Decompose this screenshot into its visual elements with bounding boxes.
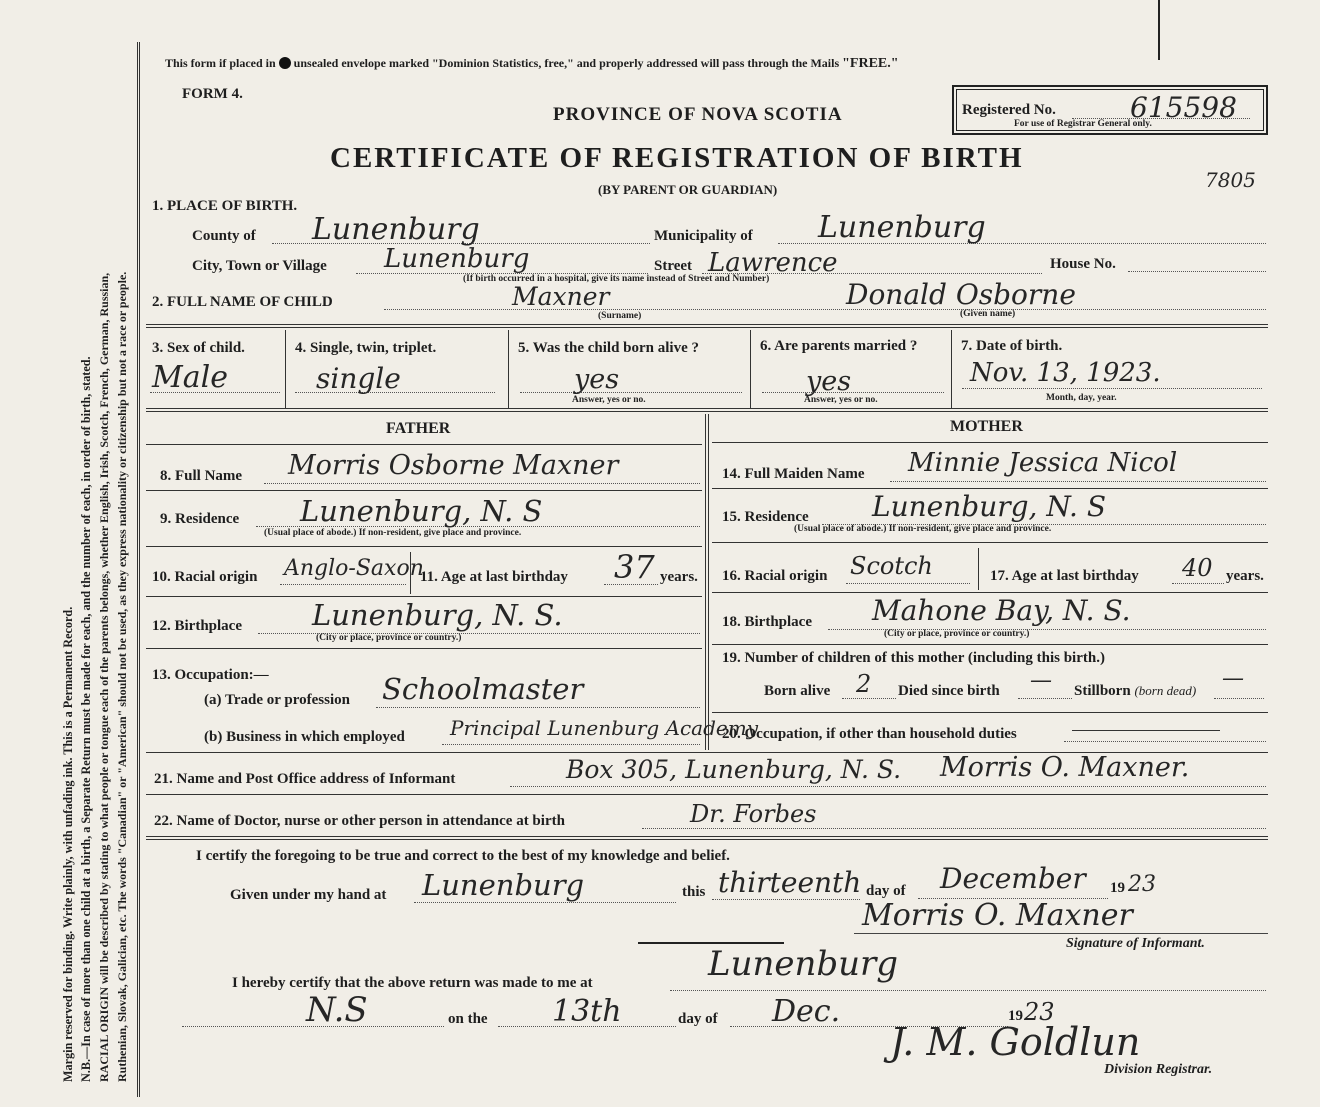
mother-name-line [890, 481, 1266, 482]
mother-age-unit: years. [1226, 568, 1264, 584]
side-number: 7805 [1205, 168, 1256, 192]
father-rule-3 [146, 596, 702, 597]
mother-occupation-dash [1072, 730, 1220, 731]
mother-racial-label: 16. Racial origin [722, 568, 828, 584]
father-business-label: (b) Business in which employed [204, 729, 405, 745]
certification-year-prefix: 19 [1110, 880, 1125, 896]
father-birthplace-value: Lunenburg, N. S. [312, 598, 563, 632]
dob-line [962, 388, 1262, 389]
registrar-province: N.S [306, 990, 368, 1030]
informant-name: Morris O. Maxner. [940, 752, 1190, 783]
mother-rule-4 [712, 644, 1268, 645]
rule-attendant-top [146, 794, 1268, 795]
municipality-value: Lunenburg [818, 210, 986, 245]
father-trade-label: (a) Trade or profession [204, 692, 350, 708]
this-label: this [682, 884, 706, 900]
mother-name-value: Minnie Jessica Nicol [908, 448, 1178, 478]
father-rule-2 [146, 546, 702, 547]
registrar-day-of-label: day of [678, 1011, 718, 1027]
mother-occupation-line [1064, 741, 1266, 742]
father-name-line [264, 483, 700, 484]
sex-label: 3. Sex of child. [152, 340, 245, 356]
informant-address: Box 305, Lunenburg, N. S. [566, 755, 902, 784]
left-border [137, 42, 140, 1097]
day-of-label: day of [866, 883, 906, 899]
province-heading: PROVINCE OF NOVA SCOTIA [553, 104, 843, 125]
mother-name-label: 14. Full Maiden Name [722, 466, 865, 482]
registrar-place-line [670, 990, 1266, 991]
county-label: County of [192, 228, 256, 244]
mother-born-alive-value: 2 [856, 670, 872, 698]
col-divider-3 [750, 330, 751, 408]
father-rule-1 [146, 490, 702, 491]
multiplicity-value: single [316, 362, 401, 395]
margin-note-racial-origin-cont: Ruthenian, Slovak, Galician, etc. The words "Canadian" or "American" should not be used, as they express nationality or citizenship but not a race or people. [115, 271, 129, 1082]
divider-certification [146, 836, 1268, 840]
mother-occupation-label: 20. Occupation, if other than household duties [722, 726, 1017, 742]
married-note: Answer, yes or no. [804, 395, 878, 405]
mother-rule-3 [712, 592, 1268, 593]
father-racial-line [280, 584, 406, 585]
father-trade-value: Schoolmaster [382, 672, 584, 706]
mother-age-label: 17. Age at last birthday [990, 568, 1139, 584]
father-occupation-label: 13. Occupation:— [152, 667, 269, 683]
father-racial-value: Anglo-Saxon [284, 556, 424, 581]
mother-rule-1 [712, 488, 1268, 489]
street-value: Lawrence [708, 248, 838, 278]
house-line [1128, 271, 1266, 272]
mother-rule-5 [712, 712, 1268, 713]
registrar-year-prefix: 19 [1008, 1008, 1023, 1024]
form-number: FORM 4. [182, 86, 243, 102]
mother-died-line [1018, 698, 1072, 699]
registrar-statement: I hereby certify that the above return was made to me at [232, 975, 593, 991]
registrar-day: 13th [552, 994, 622, 1029]
mother-stillborn-line [1214, 698, 1264, 699]
divider-parents [146, 408, 1268, 412]
child-given-name: Donald Osborne [846, 278, 1076, 311]
mother-stillborn-value: — [1222, 666, 1244, 691]
attendant-line [642, 828, 1266, 829]
attendant-value: Dr. Forbes [690, 800, 817, 828]
father-business-value: Principal Lunenburg Academy [450, 716, 759, 740]
mother-children-label: 19. Number of children of this mother (including this birth.) [722, 650, 1105, 666]
mother-heading-rule [712, 442, 1268, 443]
informant-label: 21. Name and Post Office address of Informant [154, 771, 456, 787]
mother-stillborn-field: Stillborn (born dead) [1074, 683, 1197, 699]
margin-note-multiple-births: N.B.—In case of more than one child at a birth, a Separate Return must be made for each, and the number of each, in order of birth, stated. [79, 356, 93, 1082]
father-birthplace-label: 12. Birthplace [152, 618, 242, 634]
father-heading: FATHER [386, 420, 451, 437]
mother-age-line [1172, 583, 1224, 584]
margin-note-racial-origin: RACIAL ORIGIN will be described by stating to what people or tongue each of the parents belongs, whether English, Irish, Scotch, French, German, Russian, [97, 272, 111, 1082]
father-business-line [442, 744, 700, 745]
mother-born-alive-label: Born alive [764, 683, 831, 699]
father-residence-value: Lunenburg, N. S [300, 494, 543, 528]
mother-age-value: 40 [1182, 554, 1213, 582]
mother-heading: MOTHER [950, 418, 1023, 435]
page-subtitle: (BY PARENT OR GUARDIAN) [598, 182, 778, 197]
father-rule-4 [146, 648, 702, 649]
registered-number: 615598 [1130, 91, 1237, 124]
father-name-value: Morris Osborne Maxner [288, 450, 619, 481]
mother-rule-2 [712, 542, 1268, 543]
certification-day: thirteenth [718, 866, 862, 899]
col-divider-2 [508, 330, 509, 408]
father-age-label: 11. Age at last birthday [420, 569, 568, 585]
street-label: Street [654, 258, 693, 274]
mother-racial-line [846, 583, 970, 584]
page-title: CERTIFICATE OF REGISTRATION OF BIRTH [330, 142, 1024, 174]
given-label: Given under my hand at [230, 887, 387, 903]
registrar-year-suffix: 23 [1024, 998, 1055, 1026]
municipality-label: Municipality of [654, 228, 753, 244]
father-residence-label: 9. Residence [160, 511, 240, 527]
father-birthplace-note: (City or place, province or country.) [316, 633, 462, 643]
father-age-unit: years. [660, 569, 698, 585]
fold-mark [1158, 0, 1160, 60]
certification-year-suffix: 23 [1128, 872, 1156, 897]
hospital-note: (If birth occurred in a hospital, give its name instead of Street and Number) [463, 274, 770, 284]
born-alive-label: 5. Was the child born alive ? [518, 340, 699, 356]
margin-note-binding: Margin reserved for binding. Write plainly, with unfading ink. This is a Permanent Record. [61, 606, 75, 1082]
given-place-line [414, 902, 676, 903]
registrar-signature: J. M. Goldlun [890, 1020, 1141, 1064]
father-residence-note: (Usual place of abode.) If non-resident, give place and province. [264, 528, 522, 538]
house-label: House No. [1050, 256, 1116, 272]
certification-statement: I certify the foregoing to be true and correct to the best of my knowledge and belief. [196, 848, 730, 864]
married-value: yes [806, 366, 852, 397]
informant-line [510, 786, 1266, 787]
sex-value: Male [152, 360, 228, 395]
born-alive-line [520, 392, 742, 393]
married-label: 6. Are parents married ? [760, 338, 918, 354]
attendant-label: 22. Name of Doctor, nurse or other person in attendance at birth [154, 813, 565, 829]
mother-residence-note: (Usual place of abode.) If non-resident, give place and province. [794, 524, 1052, 534]
registrar-month: Dec. [772, 994, 841, 1029]
surname-note: (Surname) [598, 311, 642, 321]
father-age-value: 37 [614, 548, 655, 586]
signature-line [854, 933, 1268, 934]
divider-child [146, 324, 1268, 328]
mother-born-alive-line [842, 698, 896, 699]
mother-racial-divider [978, 548, 979, 590]
county-value: Lunenburg [312, 212, 480, 247]
child-surname: Maxner [512, 282, 610, 311]
registrar-note: For use of Registrar General only. [1014, 119, 1152, 129]
parents-divider [705, 414, 709, 750]
city-label: City, Town or Village [192, 258, 327, 274]
father-trade-line [376, 707, 700, 708]
ink-blot-icon [279, 57, 291, 69]
mother-birthplace-label: 18. Birthplace [722, 614, 812, 630]
father-racial-divider [410, 552, 411, 594]
signature-label: Signature of Informant. [1066, 936, 1205, 951]
mother-birthplace-note: (City or place, province or country.) [884, 629, 1030, 639]
mother-died-label: Died since birth [898, 683, 1000, 699]
mother-residence-value: Lunenburg, N. S [872, 490, 1107, 523]
col-divider-1 [285, 330, 286, 408]
child-name-label: 2. FULL NAME OF CHILD [152, 294, 333, 310]
certification-month: December [940, 862, 1086, 895]
married-line [762, 392, 944, 393]
dob-note: Month, day, year. [1046, 393, 1117, 403]
father-racial-label: 10. Racial origin [152, 569, 258, 585]
father-name-label: 8. Full Name [160, 468, 243, 484]
registrar-signature-label: Division Registrar. [1104, 1062, 1213, 1077]
mother-racial-value: Scotch [850, 552, 933, 580]
day-line [712, 899, 860, 900]
postal-note: This form if placed in unsealed envelope marked "Dominion Statistics, free," and properly addressed will pass through the Mails "FREE." [165, 56, 899, 71]
born-alive-value: yes [574, 364, 620, 395]
mother-residence-label: 15. Residence [722, 509, 809, 525]
dob-value: Nov. 13, 1923. [970, 358, 1161, 388]
mother-birthplace-value: Mahone Bay, N. S. [872, 594, 1131, 627]
given-name-note: (Given name) [960, 309, 1016, 319]
registrar-place: Lunenburg [708, 944, 899, 984]
col-divider-4 [951, 330, 952, 408]
place-of-birth-label: 1. PLACE OF BIRTH. [152, 198, 298, 214]
given-place: Lunenburg [422, 868, 585, 902]
dob-label: 7. Date of birth. [961, 338, 1063, 354]
city-value: Lunenburg [384, 244, 530, 274]
born-alive-note: Answer, yes or no. [572, 395, 646, 405]
registered-label: Registered No. [962, 102, 1056, 118]
father-heading-rule [146, 444, 702, 445]
informant-signature: Morris O. Maxner [862, 898, 1133, 933]
registrar-on-label: on the [448, 1011, 488, 1027]
multiplicity-label: 4. Single, twin, triplet. [295, 340, 437, 356]
mother-died-value: — [1030, 668, 1052, 693]
